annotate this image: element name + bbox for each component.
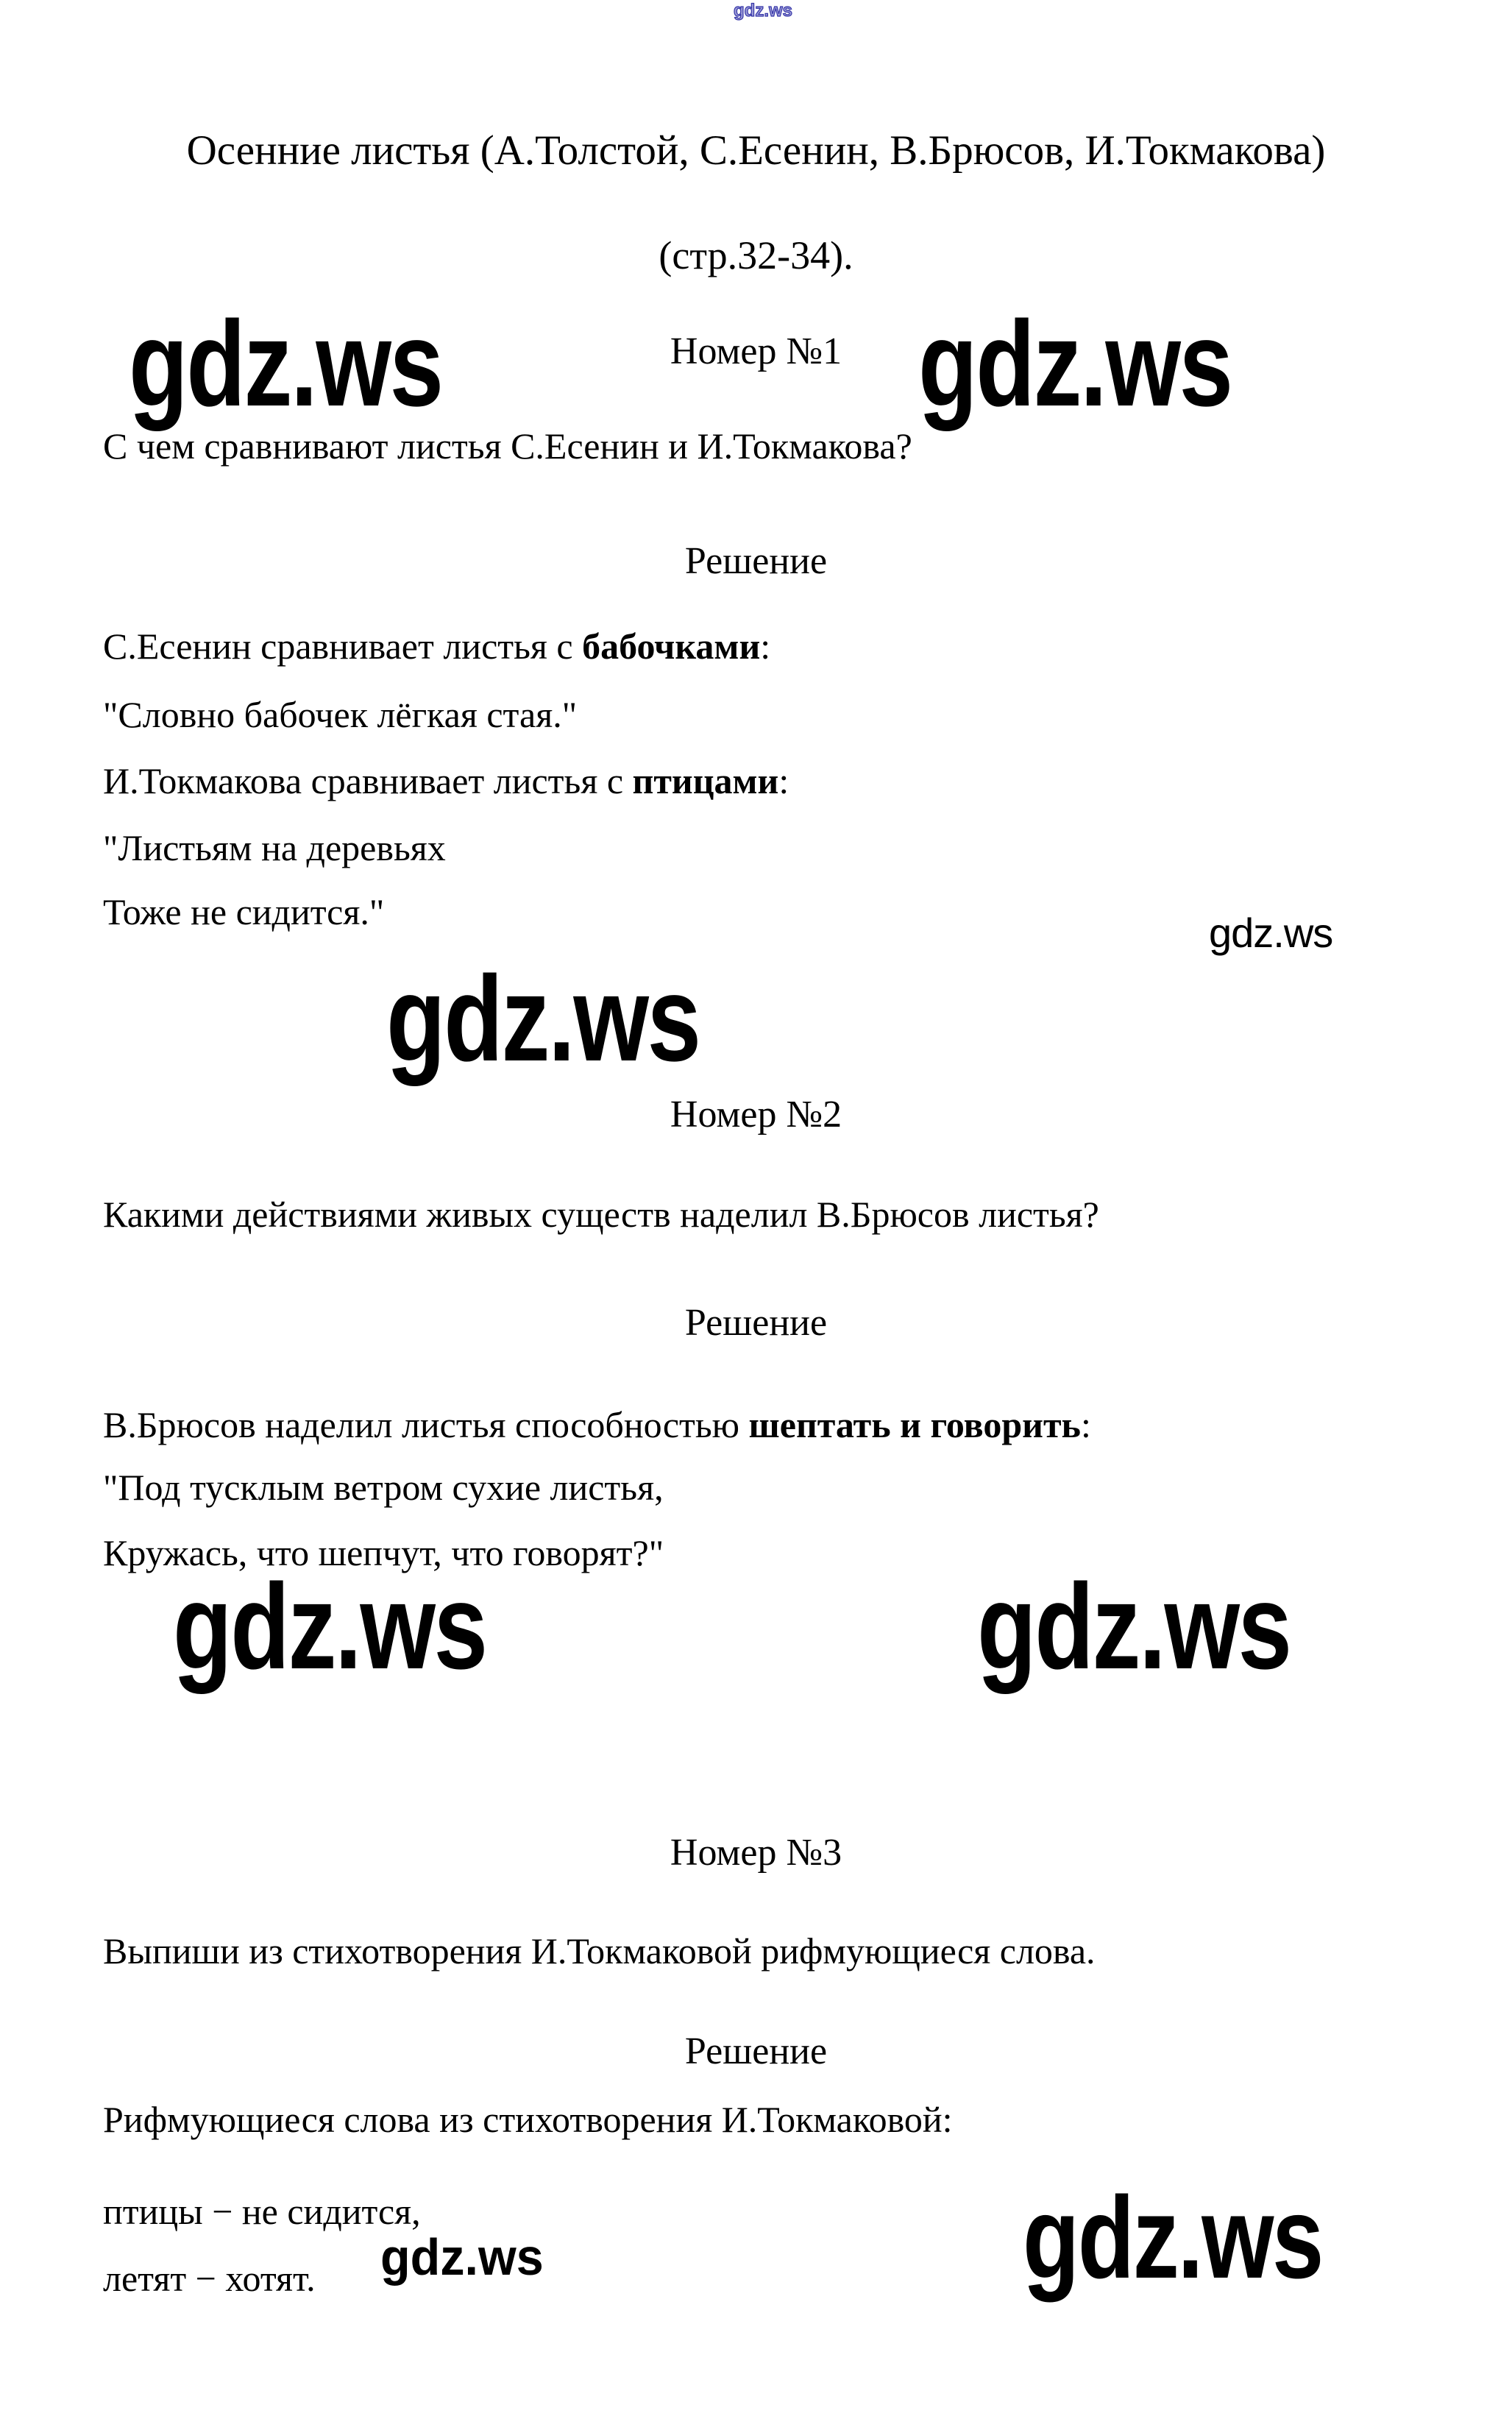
answer-text-bold: птицами bbox=[632, 760, 779, 801]
gdz-watermark: gdz.ws bbox=[918, 296, 1232, 431]
answer-line bbox=[103, 626, 770, 668]
gdz-watermark: gdz.ws bbox=[380, 2228, 544, 2286]
problem-1-question: С чем сравнивают листья С.Есенин и И.Токмакова? bbox=[103, 425, 912, 467]
answer-text: И.Токмакова сравнивает листья с bbox=[103, 760, 633, 801]
answer-text: : bbox=[760, 626, 771, 667]
gdz-watermark: gdz.ws bbox=[173, 1559, 486, 1694]
answer-line bbox=[103, 1404, 1091, 1447]
problem-1-heading: Номер №1 bbox=[670, 330, 842, 372]
answer-line: Рифмующиеся слова из стихотворения И.Токмаковой: bbox=[103, 2099, 953, 2140]
problem-2-question: Какими действиями живых существ наделил В.Брюсов листья? bbox=[103, 1194, 1099, 1235]
answer-line: "Под тусклым ветром сухие листья, bbox=[103, 1467, 664, 1508]
gdz-watermark: gdz.ws bbox=[386, 951, 700, 1086]
answer-line: птицы − не сидится, bbox=[103, 2191, 421, 2232]
answer-line: "Листьям на деревьях bbox=[103, 827, 446, 868]
answer-text: С.Есенин сравнивает листья с bbox=[103, 626, 583, 667]
problem-2-heading: Номер №2 bbox=[670, 1094, 842, 1136]
answer-text: В.Брюсов наделил листья способностью bbox=[103, 1404, 749, 1445]
answer-line: Кружась, что шепчут, что говорят?" bbox=[103, 1532, 664, 1573]
answer-line: летят − хотят. bbox=[103, 2258, 316, 2299]
gdz-watermark-top: gdz.ws bbox=[734, 1, 793, 21]
answer-line: Тоже не сидится." bbox=[103, 891, 385, 932]
answer-text: : bbox=[778, 760, 789, 801]
answer-text-bold: шептать и говорить bbox=[748, 1404, 1081, 1445]
answer-text-bold: бабочками bbox=[582, 626, 761, 667]
problem-3-question: Выпиши из стихотворения И.Токмаковой рифмующиеся слова. bbox=[103, 1930, 1096, 1972]
gdz-watermark: gdz.ws bbox=[1209, 910, 1333, 956]
answer-line: "Словно бабочек лёгкая стая." bbox=[103, 694, 578, 735]
page-range: (стр.32-34). bbox=[659, 233, 853, 277]
gdz-watermark: gdz.ws bbox=[977, 1559, 1291, 1694]
solution-heading: Решение bbox=[684, 540, 828, 582]
solution-heading: Решение bbox=[684, 1302, 828, 1344]
solution-heading: Решение bbox=[684, 2030, 828, 2072]
document-title: Осенние листья (А.Толстой, С.Есенин, В.Брюсов, И.Токмакова) bbox=[186, 127, 1326, 174]
gdz-watermark: gdz.ws bbox=[1023, 2173, 1322, 2303]
gdz-watermark: gdz.ws bbox=[129, 296, 442, 431]
problem-3-heading: Номер №3 bbox=[670, 1832, 842, 1874]
answer-line bbox=[103, 760, 789, 803]
answer-text: : bbox=[1080, 1404, 1091, 1445]
